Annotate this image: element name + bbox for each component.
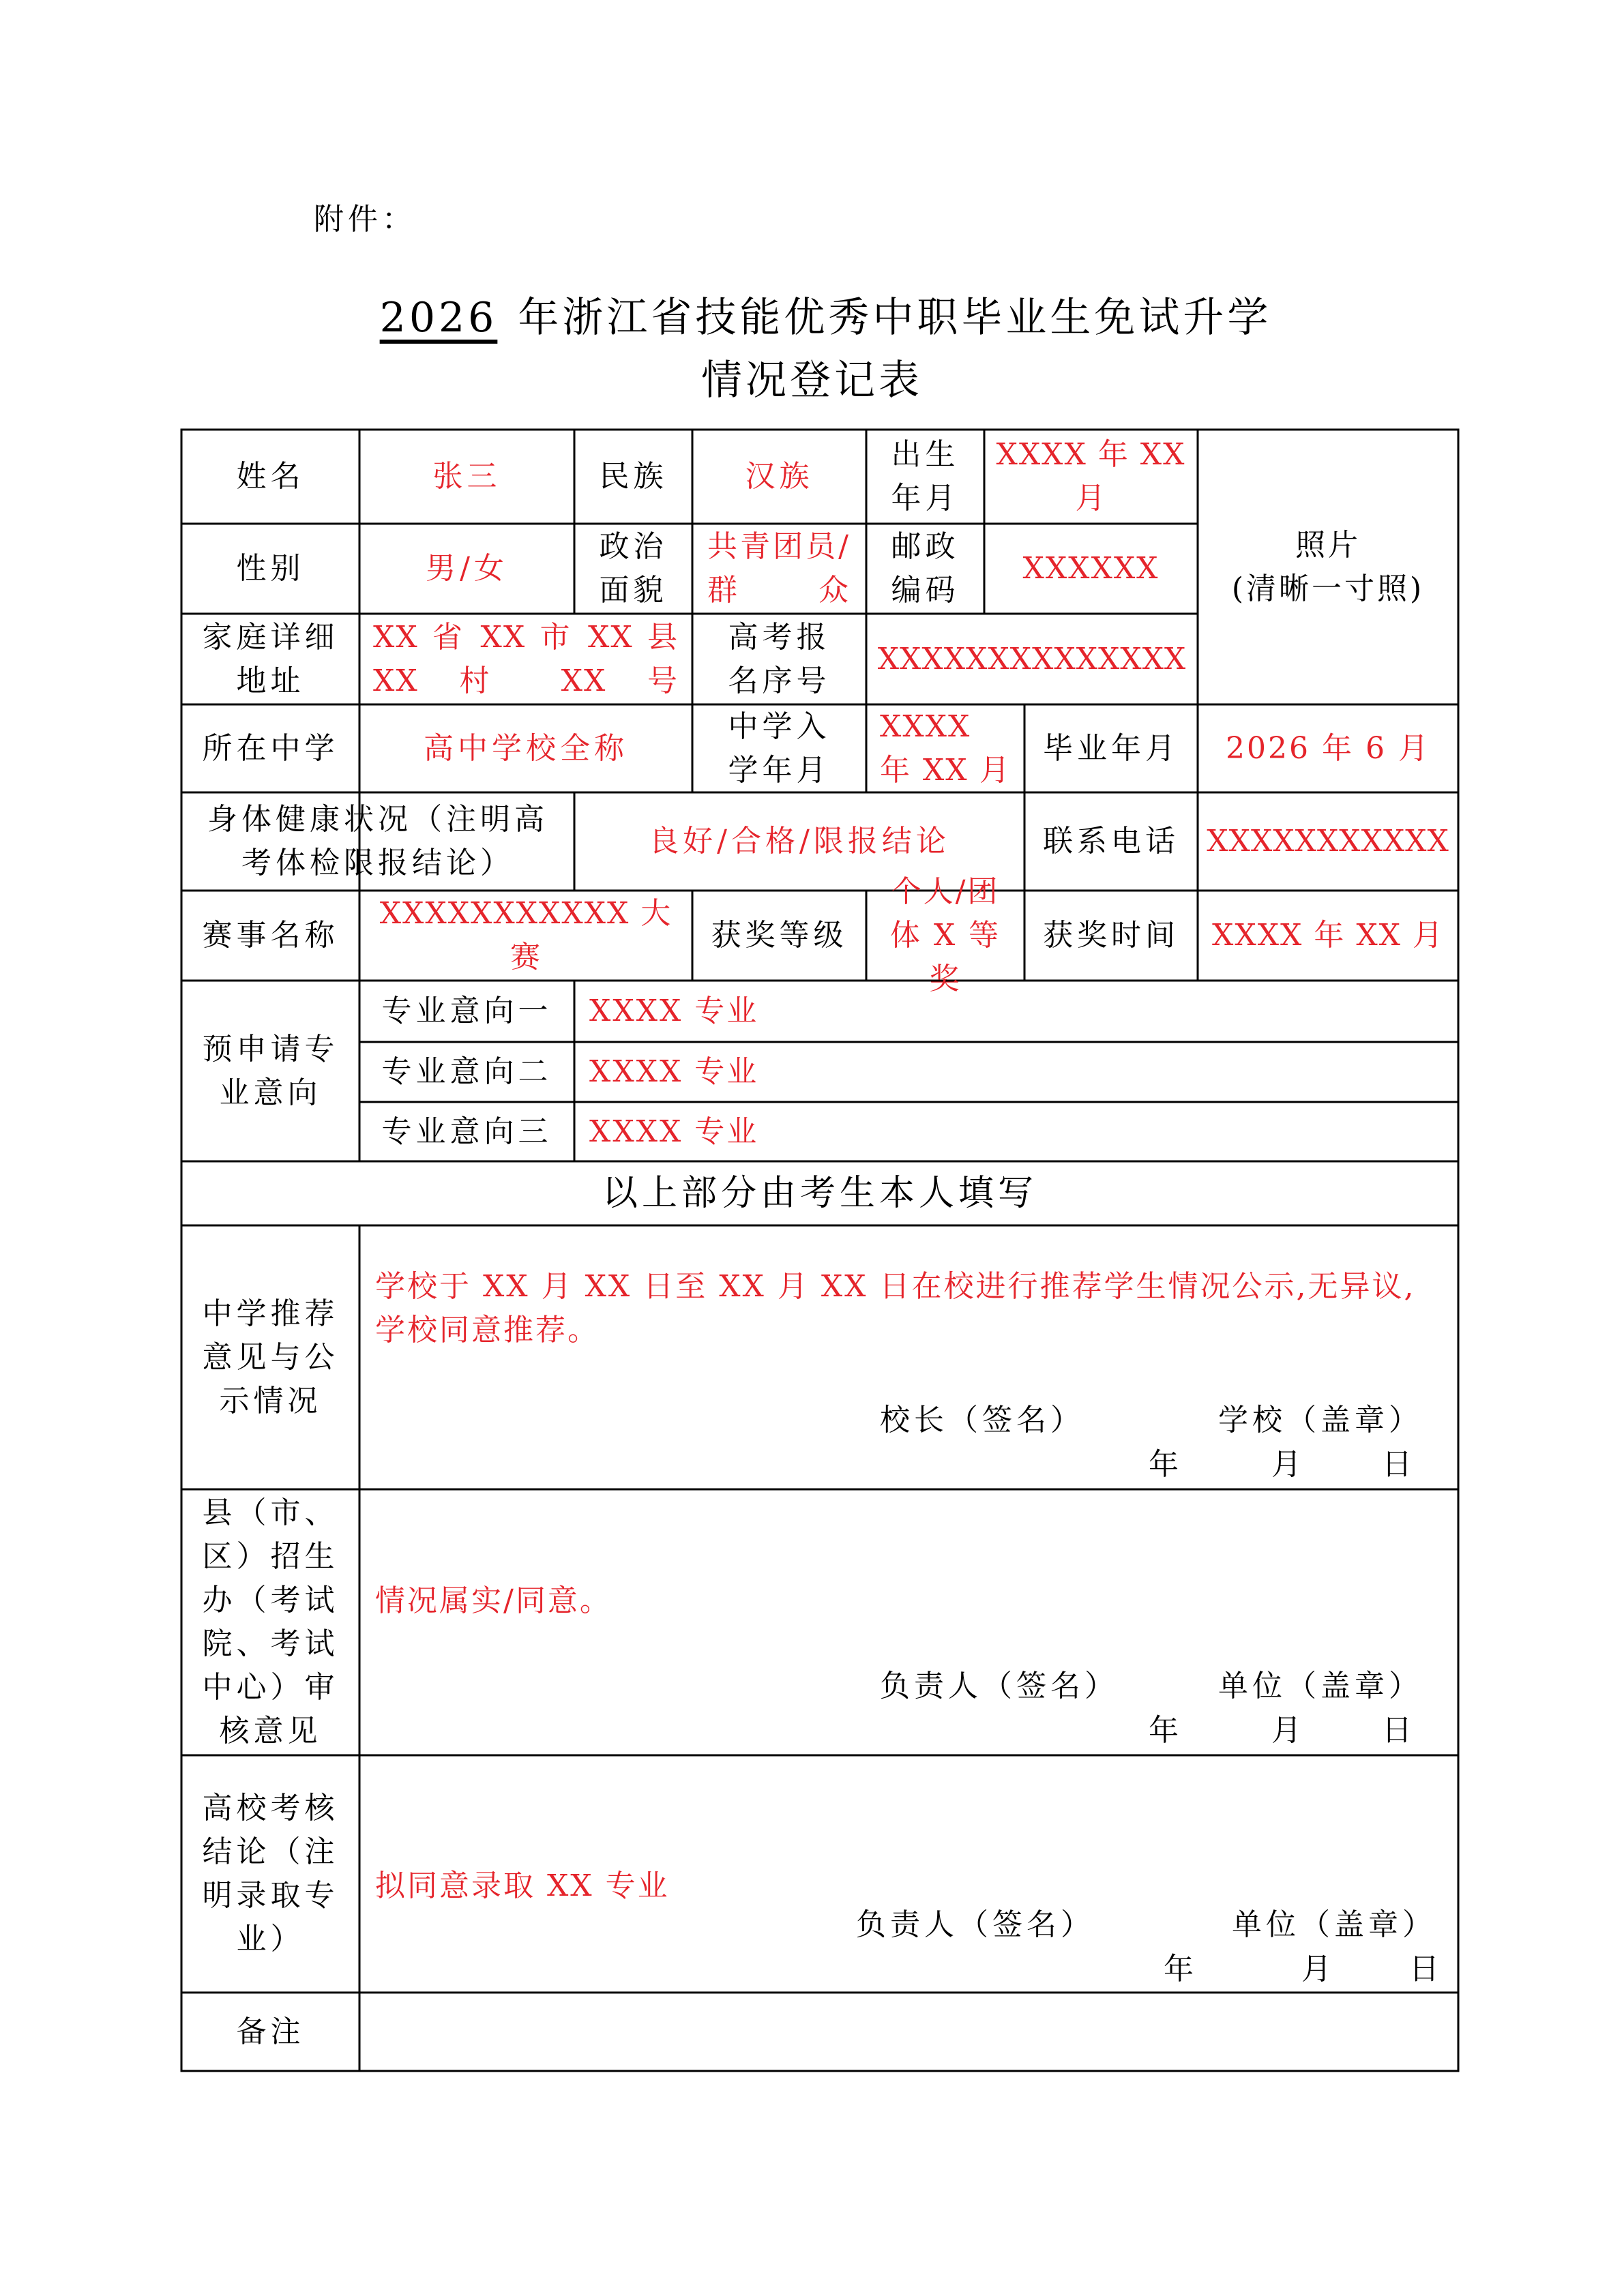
- title-line1: 年浙江省技能优秀中职毕业生免试升学: [518, 294, 1272, 342]
- principal-signature[interactable]: 校长（签名）: [880, 1403, 1084, 1437]
- label-exam-no: 高考报名序号: [728, 619, 831, 698]
- college-unit-seal[interactable]: 单位（盖章）: [1232, 1907, 1436, 1942]
- value-award-level[interactable]: 个人/团体 X 等奖: [889, 874, 1001, 996]
- label-enroll: 中学入学年月: [728, 709, 831, 788]
- label-award-time: 获奖时间: [1043, 918, 1179, 953]
- label-name: 姓名: [236, 459, 305, 494]
- self-fill-notice: 以上部分由考生本人填写: [602, 1173, 1037, 1214]
- label-school-opinion: 中学推荐意见与公示情况: [202, 1296, 339, 1418]
- value-postcode[interactable]: XXXXXX: [1022, 551, 1160, 586]
- label-major2: 专业意向二: [381, 1054, 552, 1089]
- attachment-label: 附件：: [314, 202, 416, 237]
- photo-box[interactable]: [1198, 430, 1458, 704]
- date-month: 月: [1271, 1447, 1305, 1482]
- value-health[interactable]: 良好/合格/限报结论: [649, 824, 950, 859]
- label-major3: 专业意向三: [381, 1114, 552, 1149]
- value-county-opinion[interactable]: 情况属实/同意。: [375, 1583, 612, 1618]
- value-award-time[interactable]: XXXX 年 XX 月: [1212, 918, 1444, 953]
- value-birth[interactable]: XXXX 年 XX 月: [996, 437, 1186, 516]
- value-gender[interactable]: 男/女: [426, 551, 508, 586]
- label-contest: 赛事名称: [202, 918, 339, 953]
- college-date-month: 月: [1301, 1952, 1335, 1986]
- county-person-signature[interactable]: 负责人（签名）: [880, 1669, 1119, 1703]
- label-major1: 专业意向一: [381, 994, 552, 1028]
- value-exam-no[interactable]: XXXXXXXXXXXXXX: [877, 641, 1187, 676]
- county-unit-seal[interactable]: 单位（盖章）: [1218, 1669, 1423, 1703]
- label-phone: 联系电话: [1043, 824, 1179, 859]
- value-phone[interactable]: XXXXXXXXXXX: [1207, 824, 1449, 859]
- value-major3[interactable]: XXXX 专业: [589, 1114, 759, 1149]
- form-title: [0, 285, 1624, 344]
- label-photo-note: (清晰一寸照): [1231, 571, 1425, 606]
- county-date-month: 月: [1271, 1713, 1305, 1748]
- label-address: 家庭详细地址: [202, 619, 339, 698]
- value-school-opinion[interactable]: 学校于 XX 月 XX 日至 XX 月 XX 日在校进行推荐学生情况公示,无异议,学校同意推荐。: [375, 1269, 1416, 1347]
- label-photo: 照片: [1295, 527, 1361, 563]
- value-enroll[interactable]: XXXX 年 XX 月: [880, 709, 1011, 788]
- value-address[interactable]: XX 省 XX 市 XX 县 XX 村 XX 号: [373, 619, 679, 698]
- value-remark[interactable]: [359, 1993, 1458, 2071]
- label-gender: 性别: [236, 551, 305, 586]
- date-day: 日: [1382, 1447, 1416, 1482]
- label-county-opinion: 县（市、区）招生办（考试院、考试中心）审核意见: [202, 1495, 339, 1748]
- value-ethnicity[interactable]: 汉族: [745, 459, 814, 494]
- college-person-signature[interactable]: 负责人（签名）: [856, 1907, 1095, 1942]
- value-college-opinion[interactable]: 拟同意录取 XX 专业: [375, 1868, 670, 1903]
- value-contest[interactable]: XXXXXXXXXXX 大赛: [379, 896, 673, 974]
- value-school[interactable]: 高中学校全称: [424, 730, 628, 766]
- college-date-day: 日: [1409, 1952, 1443, 1986]
- label-major-group: 预申请专业意向: [202, 1031, 339, 1110]
- date-year: 年: [1149, 1447, 1183, 1482]
- value-major1[interactable]: XXXX 专业: [589, 994, 759, 1028]
- value-name[interactable]: 张三: [432, 459, 501, 494]
- label-politics: 政治面貌: [599, 529, 668, 608]
- label-college-opinion: 高校考核结论（注明录取专业）: [202, 1791, 339, 1956]
- county-date-day: 日: [1382, 1713, 1416, 1748]
- label-birth: 出生年月: [891, 437, 960, 516]
- county-date-year: 年: [1149, 1713, 1183, 1748]
- school-seal[interactable]: 学校（盖章）: [1218, 1403, 1423, 1437]
- value-major2[interactable]: XXXX 专业: [589, 1054, 759, 1089]
- label-ethnicity: 民族: [599, 459, 668, 494]
- title-year: 2026: [379, 294, 498, 342]
- label-postcode: 邮政编码: [891, 529, 960, 608]
- form-subtitle: 情况登记表: [701, 357, 923, 404]
- label-award-level: 获奖等级: [711, 918, 848, 953]
- college-date-year: 年: [1164, 1952, 1198, 1986]
- label-remark: 备注: [236, 2014, 305, 2049]
- value-politics[interactable]: 共青团员/群众: [707, 529, 851, 608]
- label-health: 身体健康状况（注明高考体检限报结论）: [207, 802, 548, 880]
- label-graduation: 毕业年月: [1043, 730, 1179, 766]
- value-graduation[interactable]: 2026 年 6 月: [1226, 730, 1430, 766]
- label-school: 所在中学: [202, 730, 339, 766]
